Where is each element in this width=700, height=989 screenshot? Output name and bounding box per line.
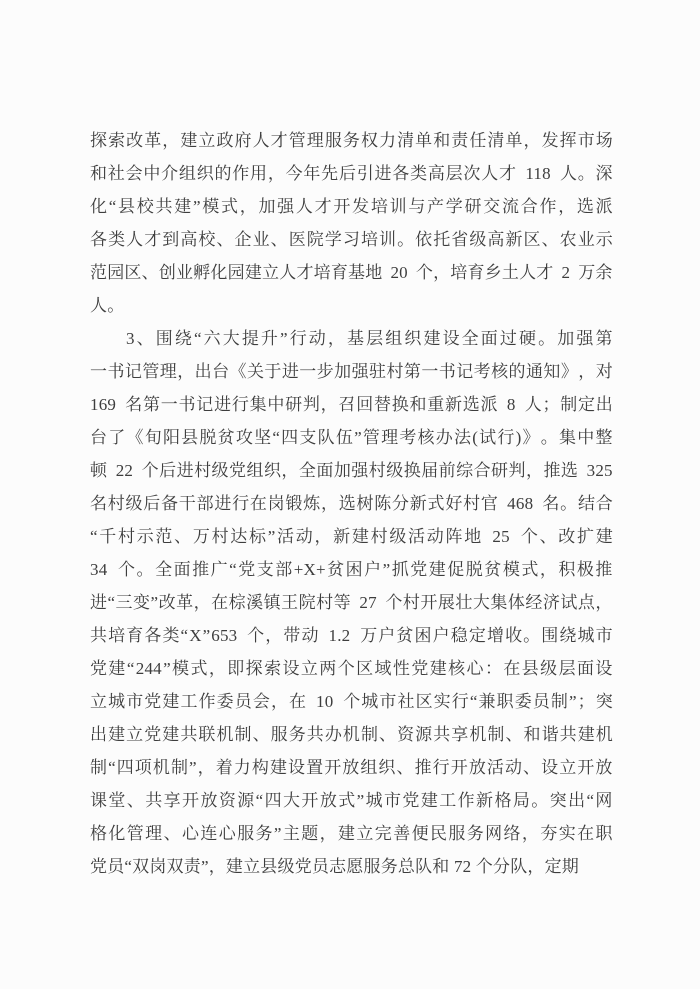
text-line: 出 建 立 党 建 共 联 机 制 、 服 务 共 办 机 制 、 资 源 共 享 机 制 、 和 谐 共 建 机 (90, 725, 613, 744)
text-line: 和 社 会 中 介 组 织 的 作 用 ， 今 年 先 后 引 进 各 类 高 层 次 人 才 118 人 。 深 (90, 164, 613, 183)
text-line: 共 培 育 各 类 “ X ” 653 个 ， 带 动 1.2 万 户 贫 困 户 稳 定 增 收 。 围 绕 城 市 (90, 626, 613, 645)
text-line: 一 书 记 管 理 ， 出 台 《 关 于 进 一 步 加 强 驻 村 第 一 书 记 考 核 的 通 知 》 ， 对 (90, 362, 613, 381)
text-line: 范 园 区 、 创 业 孵 化 园 建 立 人 才 培 育 基 地 20 个 ， 培 育 乡 土 人 才 2 万 余 (90, 263, 613, 282)
text-line: 党员“双岗双责”，建立县级党员志愿服务总队和 72 个分队，定期 (90, 857, 579, 876)
text-line: 化 “ 县 校 共 建 ” 模 式 ， 加 强 人 才 开 发 培 训 与 产 学 研 交 流 合 作 ， 选 派 (90, 197, 613, 216)
text-line: “ 千 村 示 范 、 万 村 达 标 ” 活 动 ， 新 建 村 级 活 动 阵 地 25 个 、 改 扩 建 (90, 527, 613, 546)
text-line: 格 化 管 理 、 心 连 心 服 务 ” 主 题 ， 建 立 完 善 便 民 服 务 网 络 ， 夯 实 在 职 (90, 824, 613, 843)
text-line: 34 个 。 全 面 推 广 “ 党 支 部 +X+ 贫 困 户 ” 抓 党 建 促 脱 贫 模 式 ， 积 极 推 (90, 560, 613, 579)
text-line: 各 类 人 才 到 高 校 、 企 业 、 医 院 学 习 培 训 。 依 托 省 级 高 新 区 、 农 业 示 (90, 230, 613, 249)
text-line: 立 城 市 党 建 工 作 委 员 会 ， 在 10 个 城 市 社 区 实 行 “ 兼 职 委 员 制 ” ； 突 (90, 692, 613, 711)
text-line: 党 建 “ 244 ” 模 式 ， 即 探 索 设 立 两 个 区 域 性 党 建 核 心 ： 在 县 级 层 面 设 (90, 659, 613, 678)
text-line: 顿 22 个 后 进 村 级 党 组 织 ， 全 面 加 强 村 级 换 届 前 综 合 研 判 ， 推 选 325 (90, 461, 613, 480)
text-line: 169 名 第 一 书 记 进 行 集 中 研 判 ， 召 回 替 换 和 重 新 选 派 8 人 ； 制 定 出 (90, 395, 613, 414)
text-line: 课 堂 、 共 享 开 放 资 源 “ 四 大 开 放 式 ” 城 市 党 建 工 作 新 格 局 。 突 出 “ 网 (90, 791, 613, 810)
text-line: 制 “ 四 项 机 制 ” ， 着 力 构 建 设 置 开 放 组 织 、 推 行 开 放 活 动 、 设 立 开 放 (90, 758, 613, 777)
text-line: 人。 (90, 296, 125, 315)
document-body (90, 124, 613, 883)
text-line: 探 索 改 革 ， 建 立 政 府 人 才 管 理 服 务 权 力 清 单 和 责 任 清 单 ， 发 挥 市 场 (90, 131, 613, 150)
text-line: 名 村 级 后 备 干 部 进 行 在 岗 锻 炼 ， 选 树 陈 分 新 式 好 村 官 468 名 。 结 合 (90, 494, 613, 513)
text-line: 台 了 《 旬 阳 县 脱 贫 攻 坚 “ 四 支 队 伍 ” 管 理 考 核 办 法 ( 试 行 ) 》 。 集 中 整 (90, 428, 613, 447)
text-line: 进 “ 三 变 ” 改 革 ， 在 棕 溪 镇 王 院 村 等 27 个 村 开 展 壮 大 集 体 经 济 试 点 ， (90, 593, 613, 612)
text-line: 3 、 围 绕 “ 六 大 提 升 ” 行 动 ， 基 层 组 织 建 设 全 面 过 硬 。 加 强 第 (126, 329, 613, 348)
